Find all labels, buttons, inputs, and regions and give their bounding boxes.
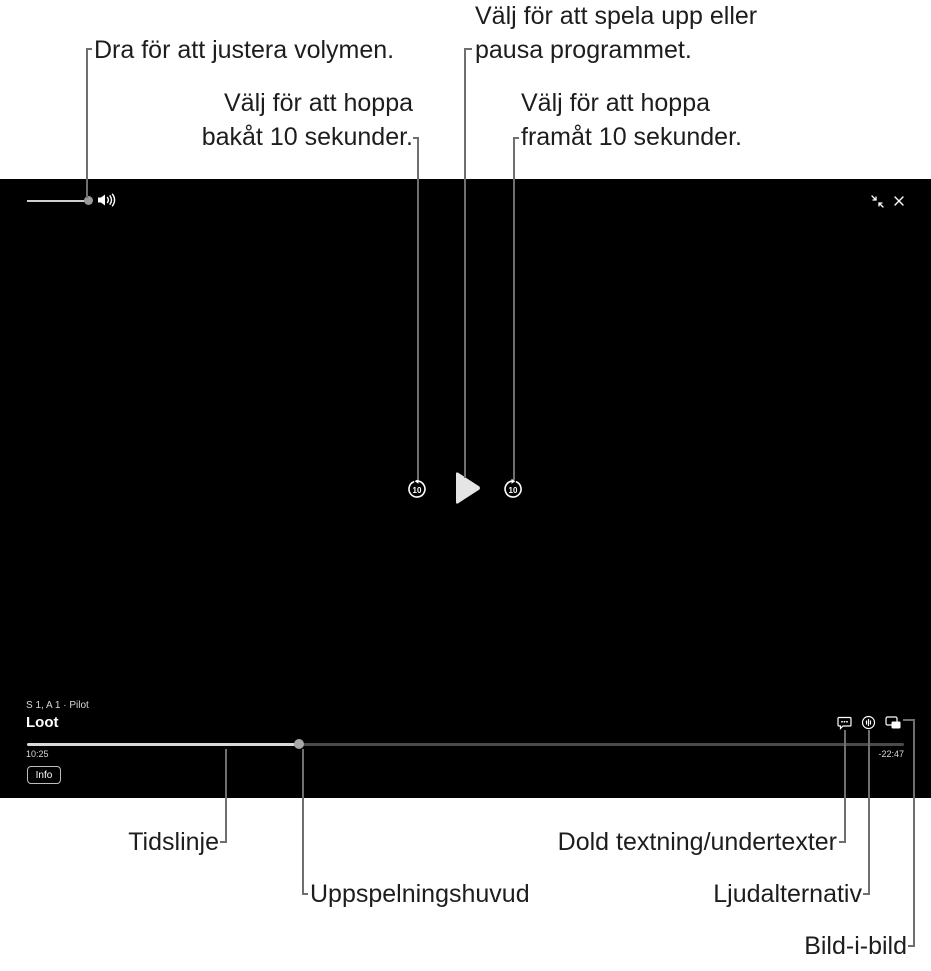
subtitles-callout: Dold textning/undertexter (557, 828, 837, 856)
playhead[interactable] (294, 739, 304, 749)
play-pause-callout-line1: Välj för att spela upp eller (475, 2, 758, 30)
pip-callout-tick (908, 945, 914, 947)
subtitles-callout-line (844, 730, 846, 843)
play-callout-line (464, 48, 466, 478)
volume-callout-tick (86, 48, 92, 50)
skip-back-seconds: 10 (412, 485, 422, 495)
volume-slider-track[interactable] (27, 200, 87, 202)
skip-back-callout-line (417, 137, 419, 480)
skip-forward-callout-line1: Välj för att hoppa (521, 89, 711, 117)
audio-callout-line (868, 730, 870, 895)
skip-forward-seconds: 10 (508, 485, 518, 495)
skip-back-callout-tick (413, 137, 418, 139)
skip-forward-callout-line2: framåt 10 sekunder. (521, 123, 742, 151)
skip-forward-callout-line (513, 137, 515, 480)
timeline-callout: Tidslinje (128, 828, 219, 856)
audio-callout-tick (863, 893, 869, 895)
timeline-progress (27, 743, 299, 746)
playhead-callout-tick (302, 893, 308, 895)
subtitles-icon[interactable] (837, 715, 852, 730)
skip-back-callout-line1: Välj för att hoppa (223, 89, 413, 117)
timeline-callout-line (225, 749, 227, 843)
audio-callout: Ljudalternativ (713, 880, 862, 908)
pip-callout: Bild-i-bild (804, 932, 907, 960)
subtitles-callout-tick (839, 841, 845, 843)
audio-options-icon[interactable] (861, 715, 876, 730)
info-button[interactable]: Info (27, 766, 61, 784)
remaining-time: -22:47 (878, 749, 904, 759)
episode-label: S 1, A 1 · Pilot (26, 700, 89, 711)
skip-back-callout-line2: bakåt 10 sekunder. (201, 123, 413, 151)
skip-back-10-icon[interactable] (406, 478, 428, 500)
playhead-callout: Uppspelningshuvud (310, 880, 530, 908)
skip-forward-10-icon[interactable] (502, 478, 524, 500)
volume-callout-line (86, 48, 88, 198)
play-pause-callout-line2: pausa programmet. (475, 36, 692, 64)
elapsed-time: 10:25 (26, 749, 49, 759)
close-icon[interactable] (893, 195, 905, 207)
skip-forward-callout-tick (513, 137, 519, 139)
play-callout-tick (464, 48, 472, 50)
speaker-icon[interactable] (97, 193, 117, 207)
exit-fullscreen-icon[interactable] (870, 194, 885, 209)
pip-callout-line (913, 719, 915, 947)
play-icon[interactable] (452, 470, 482, 506)
show-title: Loot (26, 714, 59, 731)
timeline-callout-tick (220, 841, 226, 843)
volume-callout: Dra för att justera volymen. (94, 36, 395, 64)
picture-in-picture-icon[interactable] (885, 715, 902, 730)
playhead-callout-line (302, 749, 304, 895)
